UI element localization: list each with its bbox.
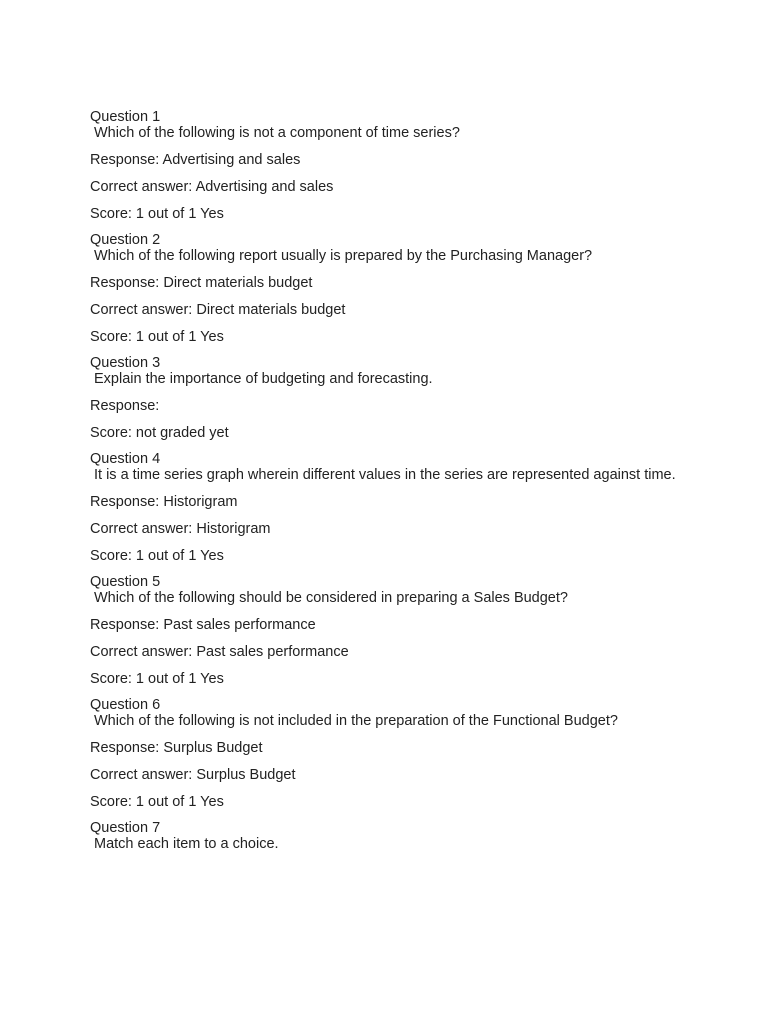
question-7 [90,820,680,853]
response-line: Response: [90,398,160,414]
question-title: Question 2 [90,232,161,248]
score-line: Score: 1 out of 1 Yes [90,329,224,345]
score-line: Score: 1 out of 1 Yes [90,206,224,222]
question-5 [90,574,680,688]
question-title: Question 5 [90,574,161,590]
question-6 [90,697,680,811]
quiz-results-page [90,109,680,862]
score-line: Score: 1 out of 1 Yes [90,794,224,810]
question-title: Question 1 [90,109,161,125]
response-line: Response: Surplus Budget [90,740,263,756]
question-text: Which of the following is not a component of time series? [94,125,460,141]
correct-answer-line: Correct answer: Advertising and sales [90,179,334,195]
response-line: Response: Advertising and sales [90,152,301,168]
question-1 [90,109,680,223]
correct-answer-line: Correct answer: Direct materials budget [90,302,346,318]
response-line: Response: Historigram [90,494,238,510]
question-4 [90,451,680,565]
question-2 [90,232,680,346]
question-title: Question 3 [90,355,161,371]
score-line: Score: 1 out of 1 Yes [90,671,224,687]
score-line: Score: not graded yet [90,425,229,441]
question-3 [90,355,680,442]
question-text: Which of the following is not included in the preparation of the Functional Budget? [94,713,618,729]
response-line: Response: Direct materials budget [90,275,313,291]
correct-answer-line: Correct answer: Historigram [90,521,271,537]
correct-answer-line: Correct answer: Surplus Budget [90,767,296,783]
question-title: Question 4 [90,451,161,467]
question-text: Explain the importance of budgeting and forecasting. [94,371,433,387]
question-text: Which of the following report usually is prepared by the Purchasing Manager? [94,248,593,264]
score-line: Score: 1 out of 1 Yes [90,548,224,564]
question-title: Question 7 [90,820,161,836]
question-text: Which of the following should be considered in preparing a Sales Budget? [94,590,568,606]
correct-answer-line: Correct answer: Past sales performance [90,644,349,660]
question-text: It is a time series graph wherein different values in the series are represented against time. [94,467,676,483]
response-line: Response: Past sales performance [90,617,316,633]
question-text: Match each item to a choice. [94,836,279,852]
question-title: Question 6 [90,697,161,713]
